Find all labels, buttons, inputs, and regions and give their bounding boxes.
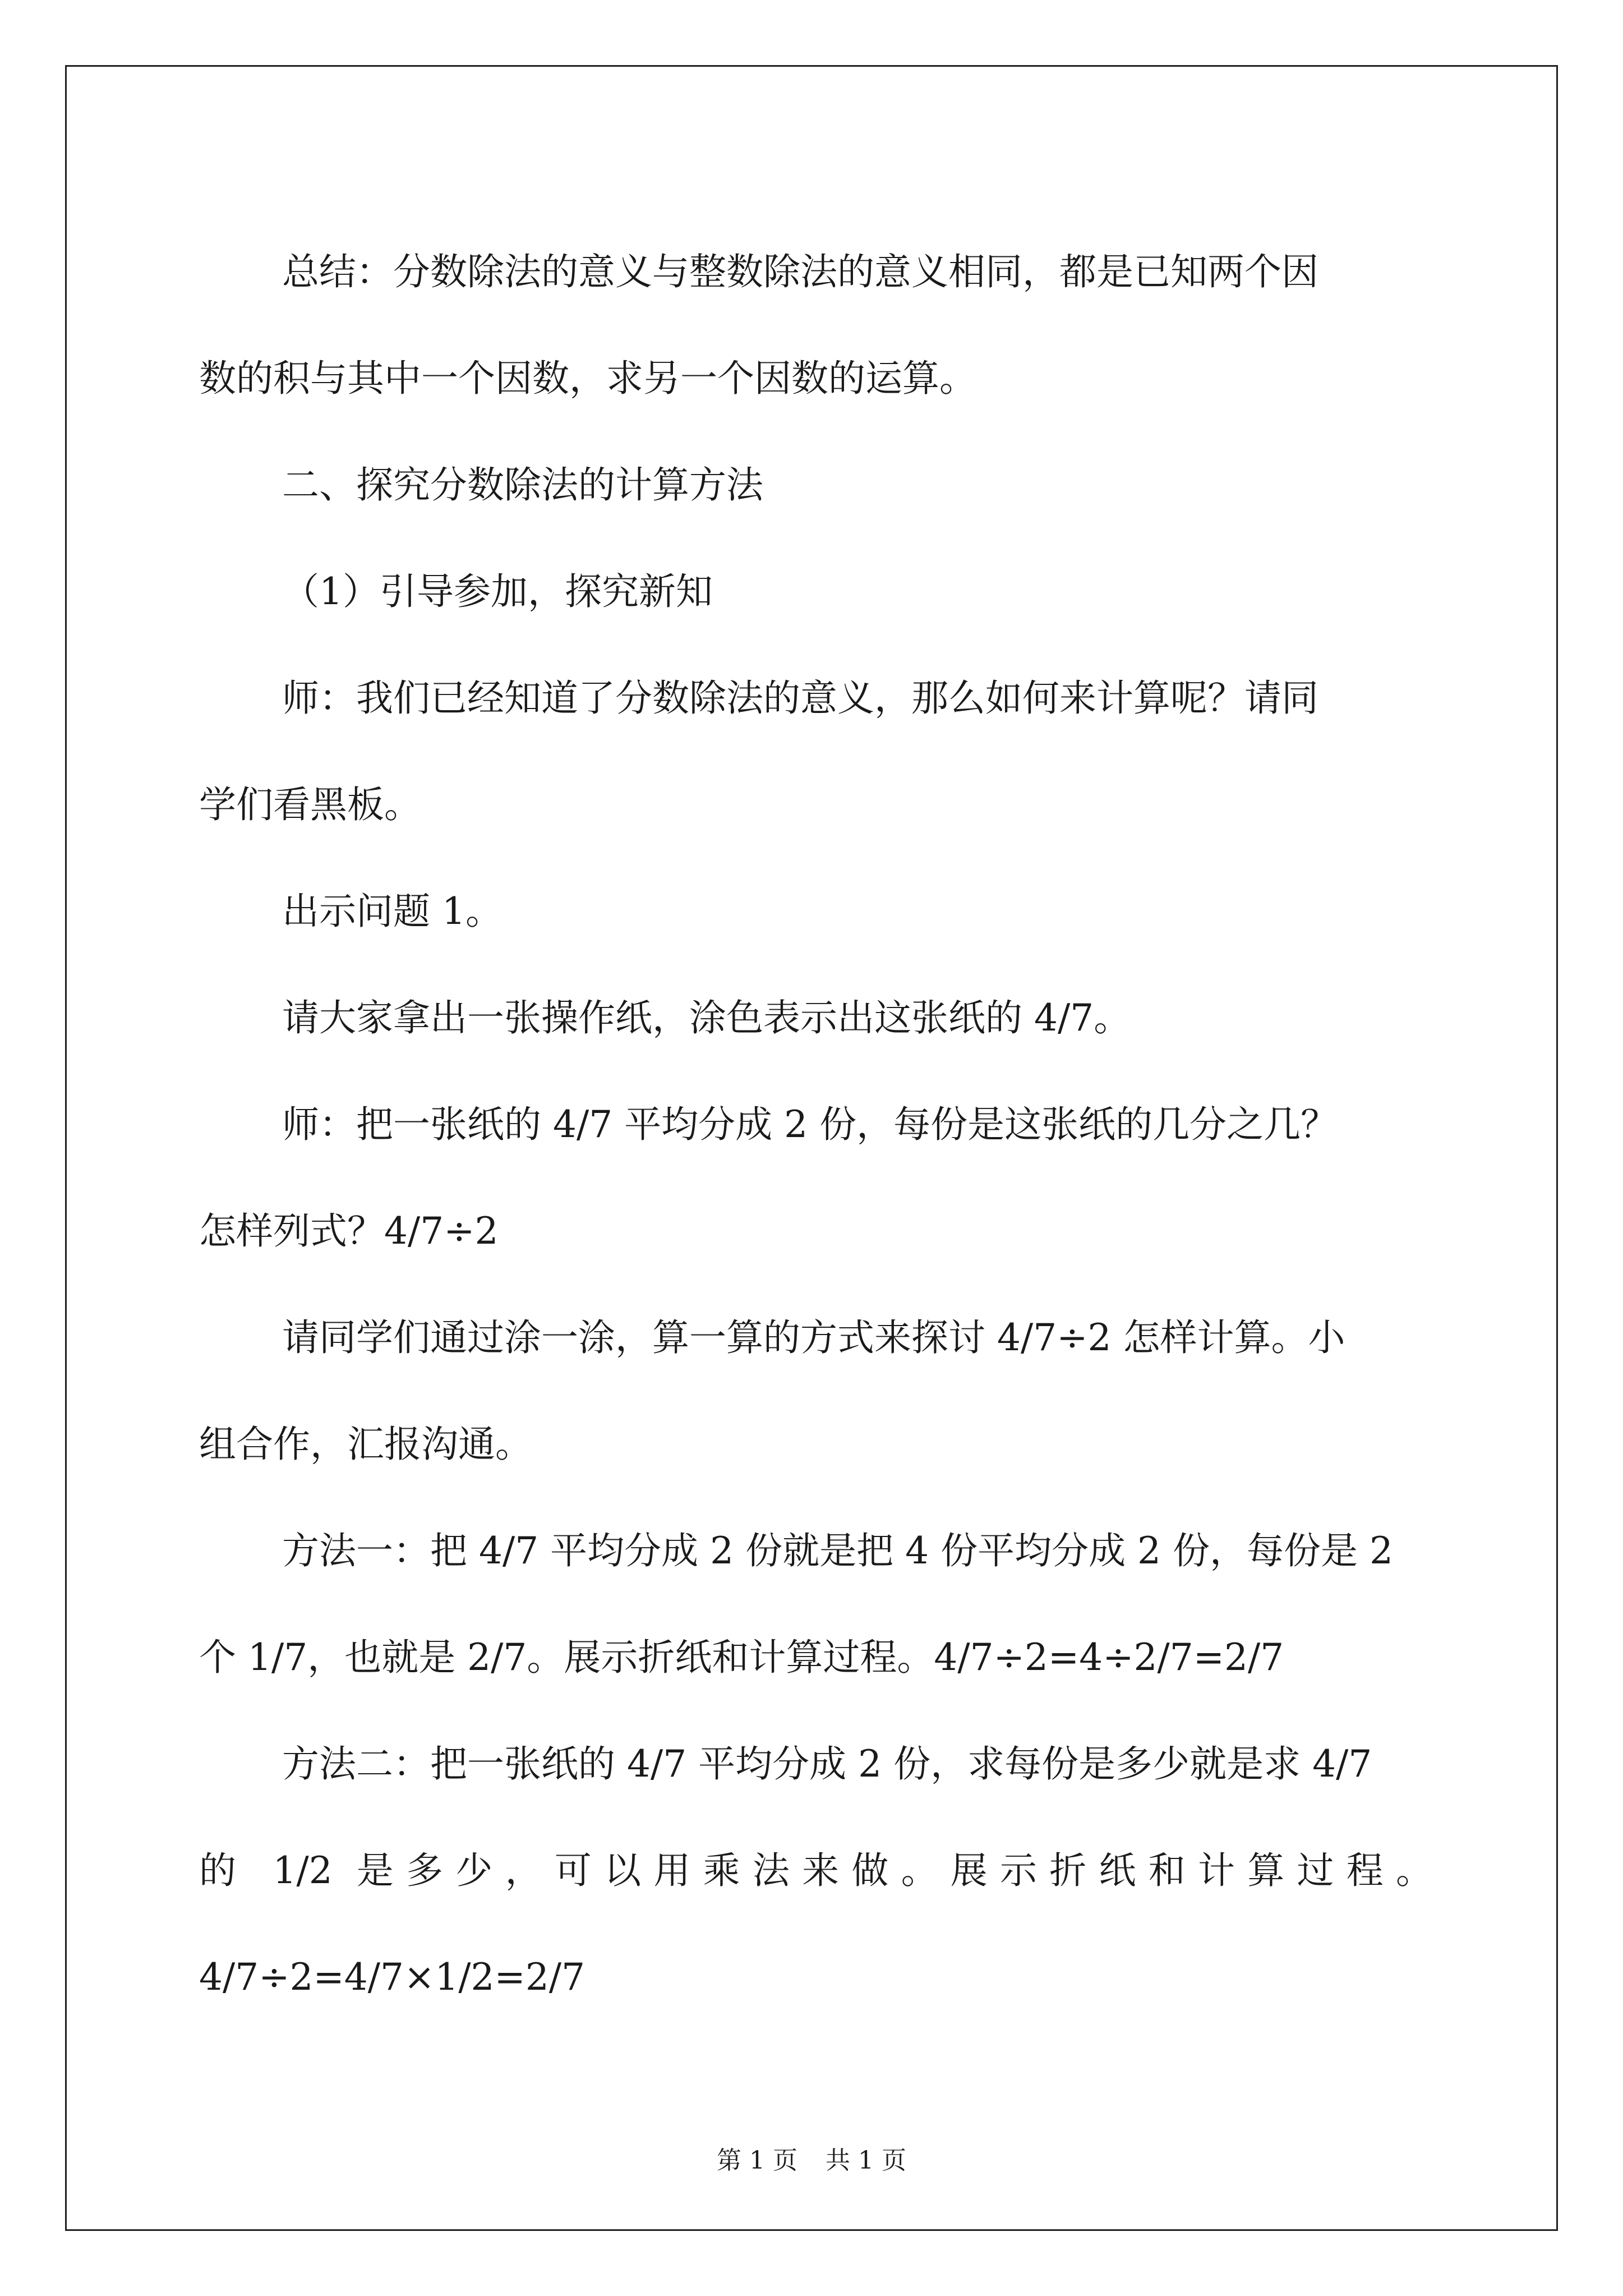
paragraph-method-1-line-1: 方法一：把 4/7 平均分成 2 份就是把 4 份平均分成 2 份，每份是 2 <box>282 1529 1393 1572</box>
page-footer <box>0 2144 1623 2178</box>
paragraph-explore-line-2: 组合作，汇报沟通。 <box>199 1423 532 1466</box>
document-body <box>199 219 1433 2031</box>
paragraph-explore-line-1: 请同学们通过涂一涂，算一算的方式来探讨 4/7÷2 怎样计算。小 <box>282 1316 1345 1359</box>
paragraph-teacher-line-1: 师：我们已经知道了分数除法的意义，那么如何来计算呢？请同 <box>282 677 1318 720</box>
paragraph-method-2-line-1: 方法二：把一张纸的 4/7 平均分成 2 份，求每份是多少就是求 4/7 <box>282 1742 1372 1786</box>
paragraph-question-line-2: 怎样列式？4/7÷2 <box>199 1209 499 1253</box>
paragraph-method-1-line-2: 个 1/7，也就是 2/7。展示折纸和计算过程。4/7÷2=4÷2/7=2/7 <box>199 1636 1284 1679</box>
paragraph-summary-line-1: 总结：分数除法的意义与整数除法的意义相同，都是已知两个因 <box>282 250 1318 293</box>
paragraph-instruction: 请大家拿出一张操作纸，涂色表示出这张纸的 4/7。 <box>282 996 1131 1039</box>
paragraph-method-2-line-2: 的 1/2 是多少，可以用乘法来做。展示折纸和计算过程。 <box>199 1849 1433 1892</box>
page-total: 共 1 页 <box>826 2146 906 2175</box>
page-number: 第 1 页 <box>717 2146 797 2175</box>
paragraph-teacher-line-2: 学们看黑板。 <box>199 783 421 826</box>
subsection-heading: （1）引导参加，探究新知 <box>282 570 713 613</box>
paragraph-summary-line-2: 数的积与其中一个因数，求另一个因数的运算。 <box>199 357 976 400</box>
paragraph-question-line-1: 师：把一张纸的 4/7 平均分成 2 份，每份是这张纸的几分之几？ <box>282 1103 1338 1146</box>
section-heading: 二、探究分数除法的计算方法 <box>282 463 763 507</box>
paragraph-problem: 出示问题 1。 <box>282 890 502 933</box>
paragraph-method-2-line-3: 4/7÷2=4/7×1/2=2/7 <box>199 1955 585 1999</box>
